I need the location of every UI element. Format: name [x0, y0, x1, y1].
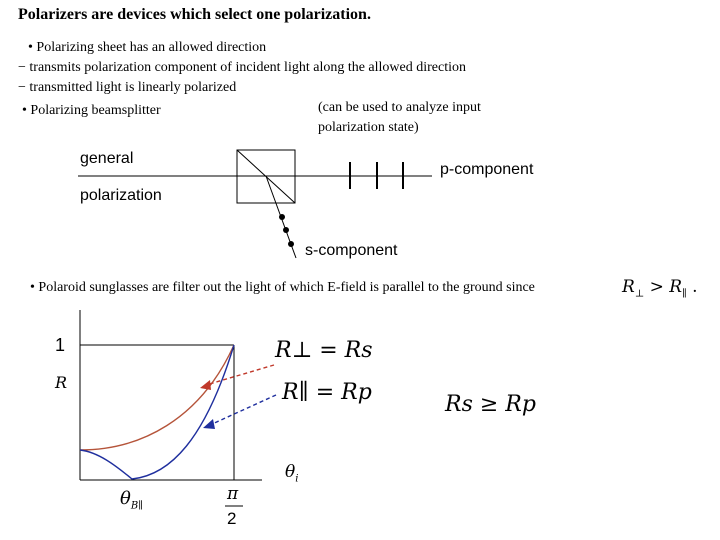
y-axis-label-r: R	[55, 373, 68, 392]
s-polarization-dot	[283, 227, 289, 233]
brewster-sub: B∥	[130, 500, 143, 512]
rs-ge-rp-equation: Rs ≥ Rp	[445, 392, 536, 417]
brewster-theta: θ	[120, 488, 131, 509]
brewster-angle-label	[120, 488, 143, 512]
slide-title: Polarizers are devices which select one polarization.	[18, 6, 371, 23]
ineq-lhs: R	[622, 277, 635, 297]
analyze-note-line1: (can be used to analyze input	[318, 100, 481, 115]
label-p-component: p-component	[440, 161, 534, 178]
r-par-equation: R∥ = Rp	[282, 380, 372, 405]
theta-sub: i	[295, 473, 299, 485]
bullet-beamsplitter: • Polarizing beamsplitter	[22, 103, 161, 118]
r-perp-pointer	[206, 365, 274, 385]
analyze-note-line2: polarization state)	[318, 120, 419, 135]
r-perp-arrowhead	[200, 380, 211, 390]
r-par-pointer	[210, 395, 276, 425]
r-par-curve	[80, 345, 234, 479]
s-polarization-dot	[288, 241, 294, 247]
ineq-end: .	[692, 277, 698, 297]
ineq-lhs-sub: ⊥	[634, 288, 645, 300]
beamsplitter-diagram	[78, 150, 432, 258]
two-denominator: 2	[227, 509, 237, 528]
label-s-component: s-component	[305, 242, 398, 259]
label-general: general	[80, 150, 134, 167]
ineq-op: >	[649, 277, 664, 297]
bullet-sunglasses: • Polaroid sunglasses are filter out the light of which E-field is parallel to the ground since	[30, 280, 535, 295]
theta-symbol: θ	[285, 462, 296, 482]
y-tick-1: 1	[55, 335, 66, 355]
inequality-r-perp-gt-r-par	[622, 277, 698, 299]
bullet-transmitted: − transmitted light is linearly polarized	[18, 80, 237, 95]
reflectance-plot	[80, 310, 276, 506]
label-polarization: polarization	[80, 187, 162, 204]
r-perp-curve	[80, 345, 234, 450]
ineq-rhs-sub: ∥	[682, 288, 687, 300]
pi-numerator: π	[227, 484, 239, 504]
r-par-arrowhead	[203, 419, 215, 429]
ineq-rhs: R	[669, 277, 683, 297]
x-axis-label-theta	[285, 462, 298, 484]
r-perp-equation: R⊥ = Rs	[275, 338, 373, 363]
bullet-transmits: − transmits polarization component of incident light along the allowed direction	[18, 60, 467, 75]
bullet-polarizing-sheet: • Polarizing sheet has an allowed direction	[28, 40, 267, 55]
s-polarization-dot	[279, 214, 285, 220]
